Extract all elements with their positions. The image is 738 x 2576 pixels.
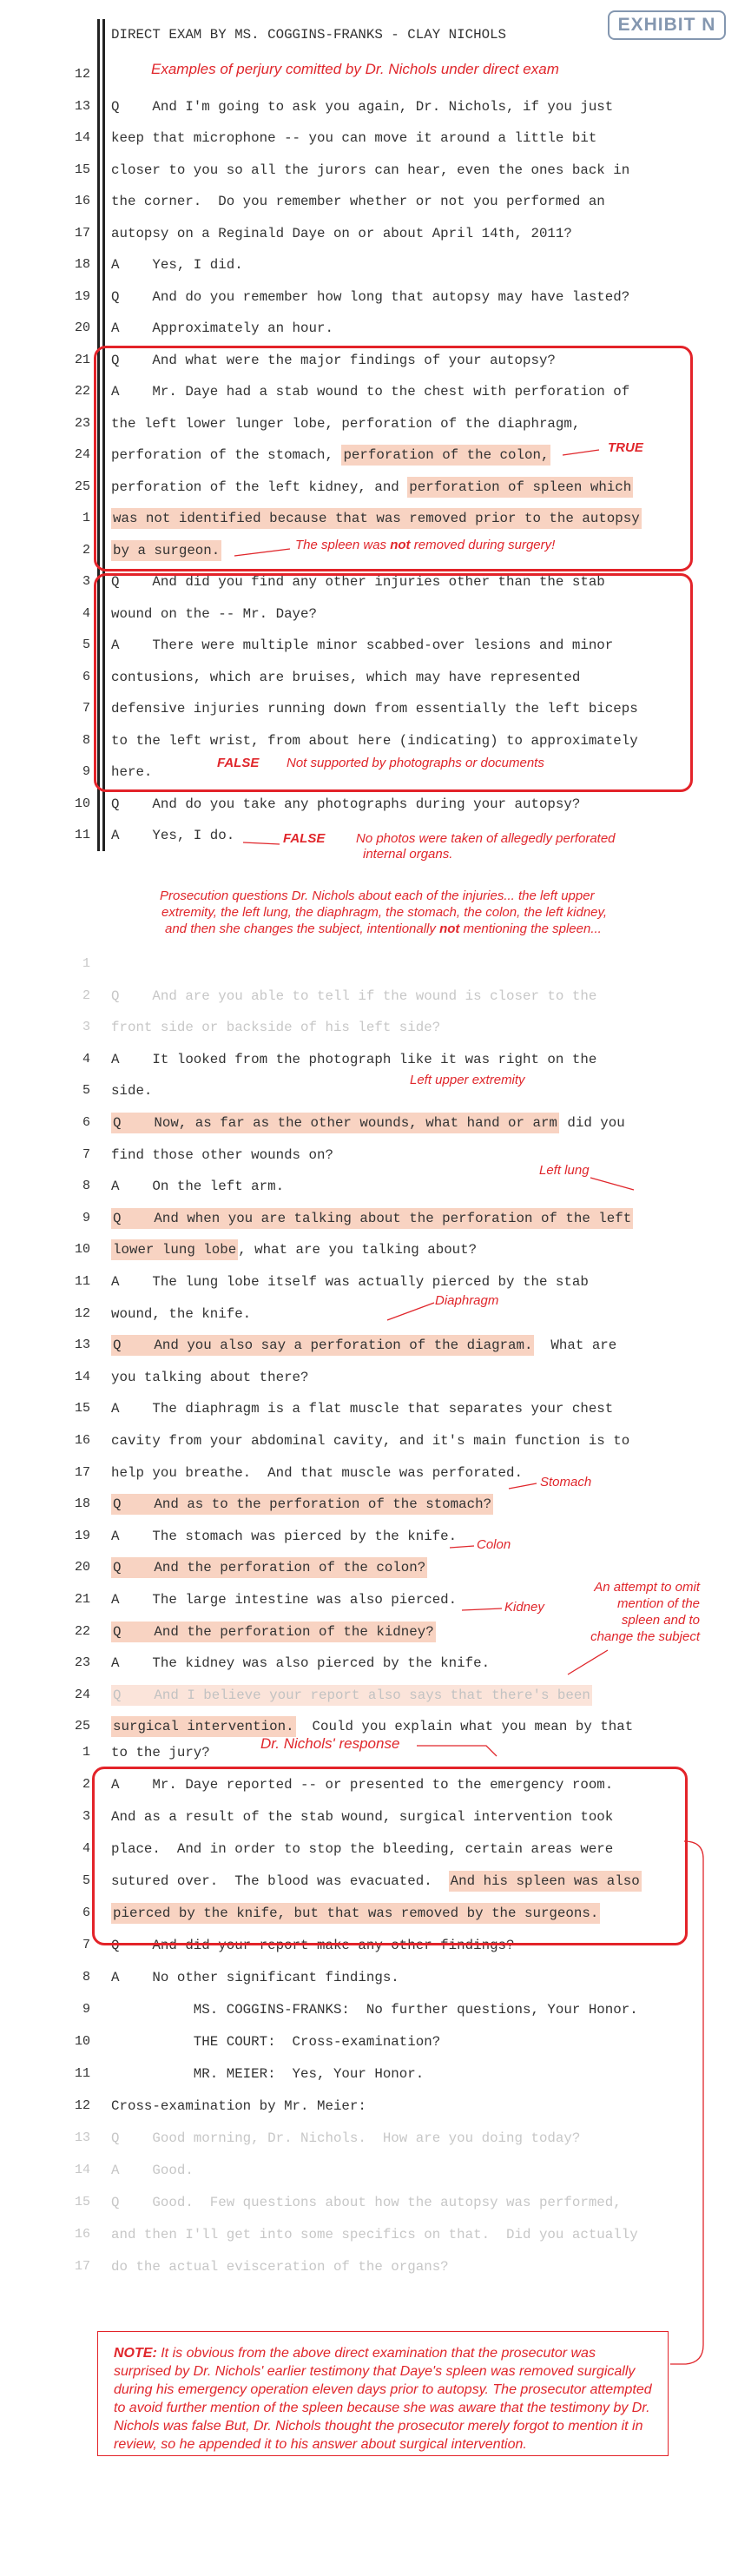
- line-text-plain: autopsy on a Reginald Daye on or about April 14th, 2011?: [111, 225, 572, 241]
- highlighted-text: Q And as to the perforation of the stomach?: [111, 1494, 493, 1515]
- line-number: 7: [82, 1938, 90, 1952]
- spleen-note-post: removed during surgery!: [410, 538, 556, 552]
- line-number: 3: [82, 574, 90, 589]
- line-number: 2: [82, 1777, 90, 1792]
- line-text-plain: Q Good. Few questions about how the autopsy was performed,: [111, 2195, 622, 2210]
- line-text-after: What are: [534, 1338, 617, 1354]
- line-number: 9: [82, 1210, 90, 1225]
- line-text-plain: Q And do you remember how long that autopsy may have lasted?: [111, 288, 630, 305]
- note-text: It is obvious from the above direct examination that the prosecutor was surprised by Dr. Nichols' earlier testimony that Daye's spleen was removed surgically during his emergency operation eleven days prior to autopsy. The prosecutor attempted to avoid further mention of the spleen because she was aware that the testimony by Dr. Nichols was false But, Dr. Nichols thought the prosecutor merely forgot to mention it in review, so he appended it to his answer about surgical intervention.: [114, 2346, 652, 2452]
- line-number: 11: [74, 1274, 90, 1289]
- highlighted-text: Q And when you are talking about the perforation of the left: [111, 1208, 633, 1229]
- true-label: TRUE: [608, 440, 643, 455]
- line-text-plain: Q And what were the major findings of your autopsy?: [111, 352, 556, 368]
- line-text-plain: cavity from your abdominal cavity, and it's main function is to: [111, 1433, 630, 1449]
- line-text-plain: A No other significant findings.: [111, 1970, 399, 1985]
- line-text-plain: closer to you so all the jurors can hear, even the ones back in: [111, 162, 630, 178]
- line-number: 17: [74, 2259, 90, 2274]
- line-text-plain: find those other wounds on?: [111, 1146, 333, 1163]
- line-number: 10: [74, 796, 90, 811]
- false-label-2: FALSE: [283, 831, 326, 846]
- false-note-2-line2: internal organs.: [363, 847, 453, 862]
- line-text-plain: sutured over. The blood was evacuated.: [111, 1873, 449, 1889]
- leader-false-2: [243, 842, 280, 844]
- leader-omit: [568, 1650, 608, 1674]
- prosecution-note-line3-bold: not: [439, 921, 460, 936]
- line-text-plain: A Mr. Daye reported -- or presented to the emergency room.: [111, 1777, 614, 1793]
- line-number: 25: [74, 1719, 90, 1734]
- line-number: 6: [82, 1906, 90, 1920]
- line-text-plain: to the left wrist, from about here (indicating) to approximately: [111, 732, 638, 749]
- line-number: 12: [74, 2098, 90, 2113]
- line-text-plain: A Yes, I do.: [111, 828, 235, 843]
- omit-note-line2: mention of the: [616, 1596, 700, 1611]
- highlighted-text: was not identified because that was removed prior to the autopsy: [111, 508, 642, 529]
- line-text-plain: A Yes, I did.: [111, 257, 243, 273]
- exhibit-label: EXHIBIT N: [608, 10, 726, 40]
- line-number: 12: [74, 1305, 90, 1321]
- leader-true: [563, 450, 599, 455]
- line-text-plain: A There were multiple minor scabbed-over lesions and minor: [111, 637, 614, 653]
- line-text-plain: you talking about there?: [111, 1369, 309, 1385]
- line-number: 9: [82, 2002, 90, 2017]
- leader-stomach: [509, 1483, 537, 1489]
- line-number: 19: [74, 288, 90, 304]
- line-text-plain: A It looked from the photograph like it was right on the: [111, 1051, 597, 1067]
- line-number: 4: [82, 1841, 90, 1856]
- line-text-plain: Q And did your report make any other findings?: [111, 1938, 515, 1953]
- line-text-plain: A Mr. Daye had a stab wound to the chest with perforation of: [111, 384, 630, 400]
- omit-note-line1: An attempt to omit: [594, 1580, 700, 1595]
- line-number: 8: [82, 1179, 90, 1194]
- line-text-plain: place. And in order to stop the bleeding, certain areas were: [111, 1841, 614, 1857]
- line-number: 23: [74, 1655, 90, 1671]
- line-text-plain: A The lung lobe itself was actually pierced by the stab: [111, 1274, 589, 1290]
- false-note-2-line1: No photos were taken of allegedly perforated: [356, 831, 616, 846]
- line-number: 13: [74, 98, 90, 114]
- line-number: 13: [74, 1338, 90, 1353]
- line-text-plain: THE COURT: Cross-examination?: [111, 2034, 441, 2050]
- line-number: 25: [74, 479, 90, 494]
- response-label: Dr. Nichols' response: [260, 1735, 400, 1752]
- line-text-plain: wound, the knife.: [111, 1305, 252, 1322]
- prosecution-note-line1: Prosecution questions Dr. Nichols about each of the injuries... the left upper: [160, 888, 595, 903]
- line-text-plain: contusions, which are bruises, which may have represented: [111, 669, 581, 685]
- line-number: 9: [82, 764, 90, 779]
- line-number: 20: [74, 320, 90, 335]
- line-number: 22: [74, 384, 90, 399]
- line-number: 8: [82, 732, 90, 748]
- line-number: 23: [74, 415, 90, 431]
- line-text-after: did you: [558, 1115, 625, 1131]
- highlighted-text: surgical intervention.: [111, 1716, 296, 1737]
- highlighted-text: pierced by the knife, but that was removed by the surgeons.: [111, 1903, 600, 1924]
- line-number: 1: [82, 1745, 90, 1760]
- prosecution-note-line2: extremity, the left lung, the diaphragm, the stomach, the colon, the left kidney,: [161, 905, 608, 920]
- leader-spleen: [234, 549, 290, 556]
- label-kidney: Kidney: [504, 1600, 544, 1615]
- line-number: 21: [74, 1592, 90, 1607]
- line-number: 21: [74, 352, 90, 367]
- line-number: 5: [82, 1083, 90, 1099]
- line-text-plain: Q Good morning, Dr. Nichols. How are you doing today?: [111, 2130, 581, 2146]
- line-text-plain: A On the left arm.: [111, 1179, 285, 1195]
- line-number: 14: [74, 130, 90, 145]
- line-text-plain: wound on the -- Mr. Daye?: [111, 605, 317, 622]
- line-text-plain: perforation of the stomach,: [111, 447, 342, 463]
- line-text-plain: do the actual evisceration of the organs?: [111, 2259, 449, 2275]
- line-number: 18: [74, 1496, 90, 1512]
- false-note-1: Not supported by photographs or documents: [287, 756, 544, 770]
- line-text-after: Could you explain what you mean by that: [295, 1719, 634, 1735]
- line-number: 15: [74, 1401, 90, 1417]
- line-number: 14: [74, 2163, 90, 2177]
- line-text-after: , what are you talking about?: [238, 1242, 478, 1258]
- note-label: NOTE:: [114, 2346, 157, 2361]
- line-number: 8: [82, 1970, 90, 1985]
- line-number: 19: [74, 1528, 90, 1543]
- line-number: 24: [74, 447, 90, 462]
- line-number: 17: [74, 225, 90, 241]
- line-number: 24: [74, 1687, 90, 1702]
- line-number: 7: [82, 701, 90, 716]
- leader-left-lung: [590, 1178, 634, 1190]
- line-number: 1: [82, 956, 90, 971]
- line-number: 5: [82, 637, 90, 652]
- line-number: 13: [74, 2130, 90, 2145]
- line-text-plain: side.: [111, 1083, 153, 1100]
- line-text-plain: MS. COGGINS-FRANKS: No further questions, Your Honor.: [111, 2002, 638, 2018]
- label-stomach: Stomach: [540, 1475, 592, 1489]
- line-number: 11: [74, 828, 90, 842]
- line-number: 18: [74, 257, 90, 272]
- transcript-header: DIRECT EXAM BY MS. COGGINS-FRANKS - CLAY NICHOLS: [111, 27, 507, 43]
- line-text-plain: Q And do you take any photographs during your autopsy?: [111, 796, 581, 812]
- prosecution-note-line3-post: mentioning the spleen...: [459, 921, 602, 936]
- line-number: 4: [82, 605, 90, 621]
- line-number: 14: [74, 1369, 90, 1384]
- leader-response: [417, 1746, 497, 1756]
- omit-note-line3: spleen and to: [621, 1613, 700, 1628]
- leader-colon: [450, 1546, 474, 1548]
- line-number: 10: [74, 1242, 90, 1258]
- line-number: 15: [74, 162, 90, 177]
- highlighted-text: Q And I believe your report also says that there's been: [111, 1685, 592, 1706]
- line-number: 4: [82, 1051, 90, 1067]
- highlighted-text: Q And the perforation of the colon?: [111, 1557, 427, 1578]
- line-number: 15: [74, 2195, 90, 2209]
- title-annotation: Examples of perjury comitted by Dr. Nichols under direct exam: [151, 61, 559, 77]
- leader-kidney: [462, 1608, 502, 1610]
- line-text-plain: keep that microphone -- you can move it around a little bit: [111, 130, 597, 146]
- line-text-plain: Q And I'm going to ask you again, Dr. Nichols, if you just: [111, 98, 614, 115]
- line-text-plain: A Good.: [111, 2163, 194, 2178]
- highlighted-text: perforation of the colon,: [341, 445, 550, 466]
- spleen-note-pre: The spleen was: [295, 538, 391, 552]
- leader-note-bracket: [670, 1841, 703, 2364]
- line-number: 16: [74, 194, 90, 208]
- label-left-upper-extremity: Left upper extremity: [410, 1073, 525, 1087]
- line-text-plain: perforation of the left kidney, and: [111, 479, 408, 495]
- highlighted-text: lower lung lobe: [111, 1239, 238, 1260]
- line-text-plain: defensive injuries running down from essentially the left biceps: [111, 701, 638, 717]
- label-left-lung: Left lung: [539, 1163, 590, 1178]
- highlighted-text: perforation of spleen which: [407, 477, 633, 498]
- line-text-plain: A The stomach was pierced by the knife.: [111, 1528, 458, 1544]
- line-number: 22: [74, 1623, 90, 1639]
- line-number: 16: [74, 2227, 90, 2242]
- line-text-plain: Cross-examination by Mr. Meier:: [111, 2098, 366, 2114]
- leader-diaphragm: [387, 1303, 434, 1320]
- highlighted-text: And his spleen was also: [449, 1871, 642, 1892]
- highlighted-text: by a surgeon.: [111, 540, 221, 561]
- line-number: 3: [82, 1809, 90, 1824]
- false-label-1: FALSE: [217, 756, 260, 770]
- line-text-plain: A Approximately an hour.: [111, 320, 333, 336]
- highlighted-text: Q Now, as far as the other wounds, what hand or arm: [111, 1113, 559, 1133]
- line-text-plain: A The kidney was also pierced by the knife.: [111, 1655, 491, 1672]
- omit-note-line4: change the subject: [590, 1629, 700, 1644]
- line-text-plain: to the jury?: [111, 1745, 210, 1760]
- line-text-plain: front side or backside of his left side?: [111, 1020, 441, 1036]
- line-text-plain: Q And did you find any other injuries other than the stab: [111, 574, 605, 590]
- line-number: 6: [82, 669, 90, 684]
- note-box: [97, 2331, 669, 2456]
- line-text-plain: here.: [111, 764, 153, 780]
- line-number: 12: [74, 67, 90, 82]
- line-text-plain: A The diaphragm is a flat muscle that separates your chest: [111, 1401, 614, 1417]
- line-text-plain: and then I'll get into some specifics on that. Did you actually: [111, 2227, 638, 2242]
- line-number: 11: [74, 2066, 90, 2081]
- line-number: 1: [82, 511, 90, 525]
- line-text-plain: help you breathe. And that muscle was perforated.: [111, 1464, 523, 1481]
- line-number: 17: [74, 1464, 90, 1480]
- line-text-plain: the left lower lunger lobe, perforation of the diaphragm,: [111, 415, 581, 432]
- line-number: 10: [74, 2034, 90, 2049]
- line-number: 20: [74, 1560, 90, 1575]
- highlighted-text: Q And you also say a perforation of the diagram.: [111, 1335, 534, 1356]
- line-text-plain: And as a result of the stab wound, surgical intervention took: [111, 1809, 614, 1825]
- line-number: 5: [82, 1873, 90, 1888]
- highlighted-text: Q And the perforation of the kidney?: [111, 1622, 436, 1642]
- line-number: 16: [74, 1433, 90, 1448]
- line-number: 2: [82, 542, 90, 558]
- line-text-plain: MR. MEIER: Yes, Your Honor.: [111, 2066, 425, 2082]
- prosecution-note-line3-pre: and then she changes the subject, intentionally: [165, 921, 440, 936]
- line-text-plain: A The large intestine was also pierced.: [111, 1592, 458, 1608]
- line-number: 3: [82, 1020, 90, 1035]
- spleen-note-bold: not: [390, 538, 411, 552]
- line-number: 2: [82, 987, 90, 1003]
- label-diaphragm: Diaphragm: [435, 1293, 499, 1308]
- line-text-plain: the corner. Do you remember whether or not you performed an: [111, 194, 605, 209]
- label-colon: Colon: [477, 1537, 511, 1552]
- line-number: 6: [82, 1115, 90, 1130]
- line-number: 7: [82, 1146, 90, 1162]
- line-text-plain: Q And are you able to tell if the wound is closer to the: [111, 987, 597, 1004]
